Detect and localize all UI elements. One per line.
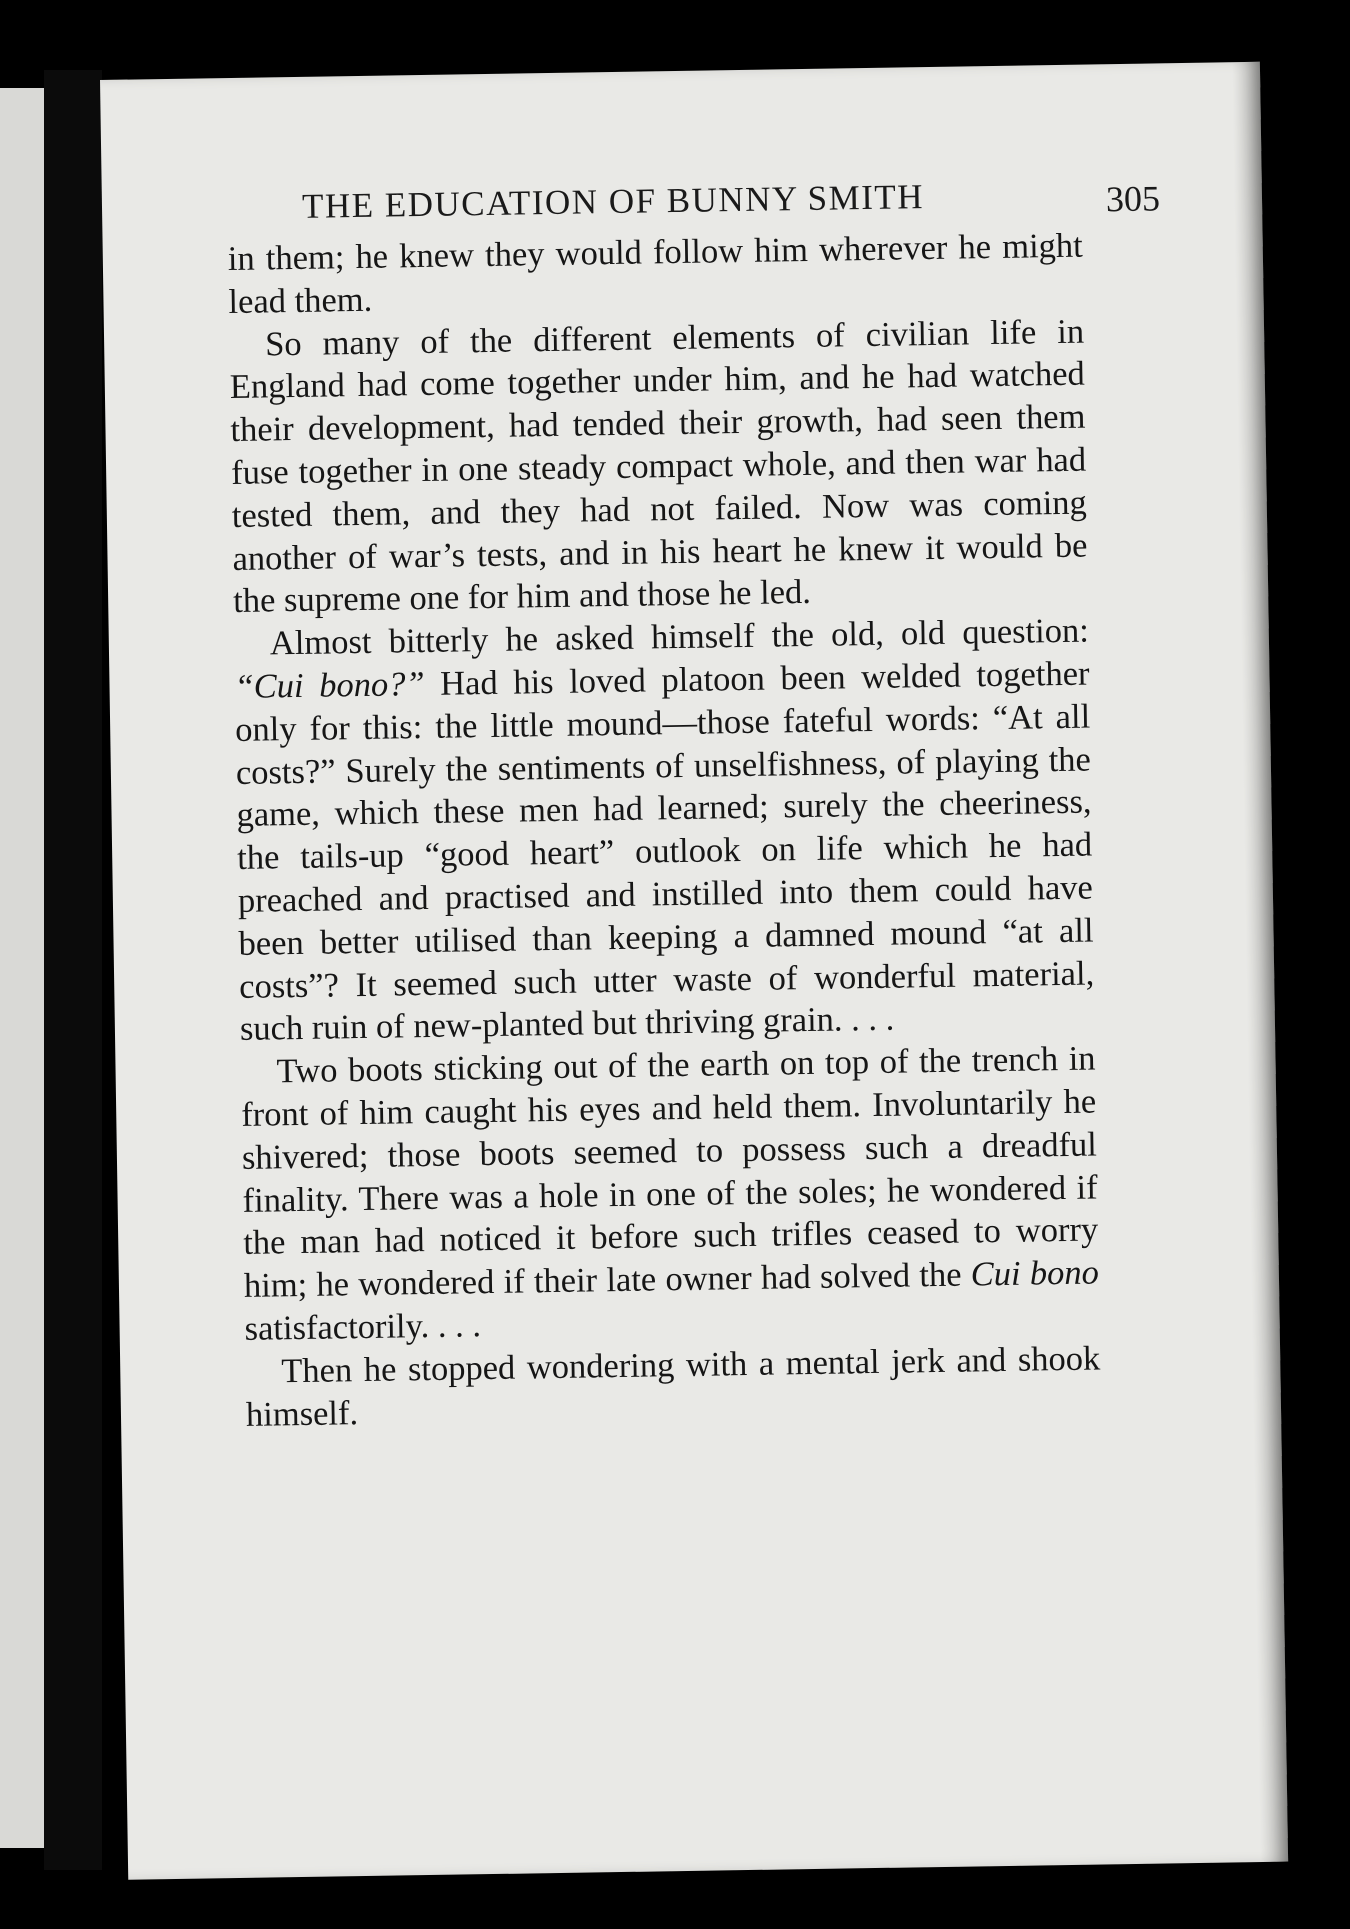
page-edge-shadow xyxy=(1232,62,1288,1862)
paragraph-4-italic-phrase: Cui bono xyxy=(970,1253,1100,1294)
paragraph-3-text-b: Had his loved platoon been welded together only for this: the little mound—those fateful words: “At all costs?” Surely the sentiments of unselfishness, of playing the game, which these men had learned; surely the cheeriness, the tails-up “good heart” outlook on life which he had preached and practised and instilled into them could have been better utilised than keeping a damned mound “at all costs”? It seemed such utter waste of wonderful material, such ruin of new-planted but thriving grain. . . . xyxy=(234,654,1095,1049)
paragraph-2: So many of the different elements of civilian life in England had come together under him, and he had watched their development, had tended their growth, had seen them fuse together in one steady compact whole, and then war had tested them, and they had not failed. Now was coming another of war’s tests, and in his heart he knew it would be the supreme one for him and those he led. xyxy=(229,312,1088,621)
paragraph-3-italic-phrase: “Cui bono?” xyxy=(234,664,425,706)
paragraph-5: Then he stopped wondering with a mental jerk and shook himself. xyxy=(245,1339,1101,1434)
paragraph-4-text-b: satisfactorily. . . . xyxy=(244,1306,482,1348)
paragraph-3-text-a: Almost bitterly he asked himself the old, old question: xyxy=(269,611,1090,663)
facing-page-edge xyxy=(0,88,44,1848)
paragraph-1: in them; he knew they would follow him wherever he might lead them. xyxy=(227,226,1084,321)
book-gutter xyxy=(44,70,102,1870)
page-number: 305 xyxy=(1105,178,1161,220)
paragraph-4 xyxy=(240,1038,1100,1351)
paragraph-4-text-a: Two boots sticking out of the earth on top of the trench in front of him caught his eyes and held them. Involuntarily he shivered; those boots seemed to possess such a dreadful finality. There was a hole in one of the soles; he wondered if the man had noticed it before such trifles ceased to worry him; he wondered if their late owner had solved the xyxy=(240,1039,1099,1306)
book-page xyxy=(100,62,1288,1880)
running-head: THE EDUCATION OF BUNNY SMITH xyxy=(301,177,925,226)
body-text xyxy=(227,225,1101,1437)
paragraph-3 xyxy=(234,610,1096,1051)
